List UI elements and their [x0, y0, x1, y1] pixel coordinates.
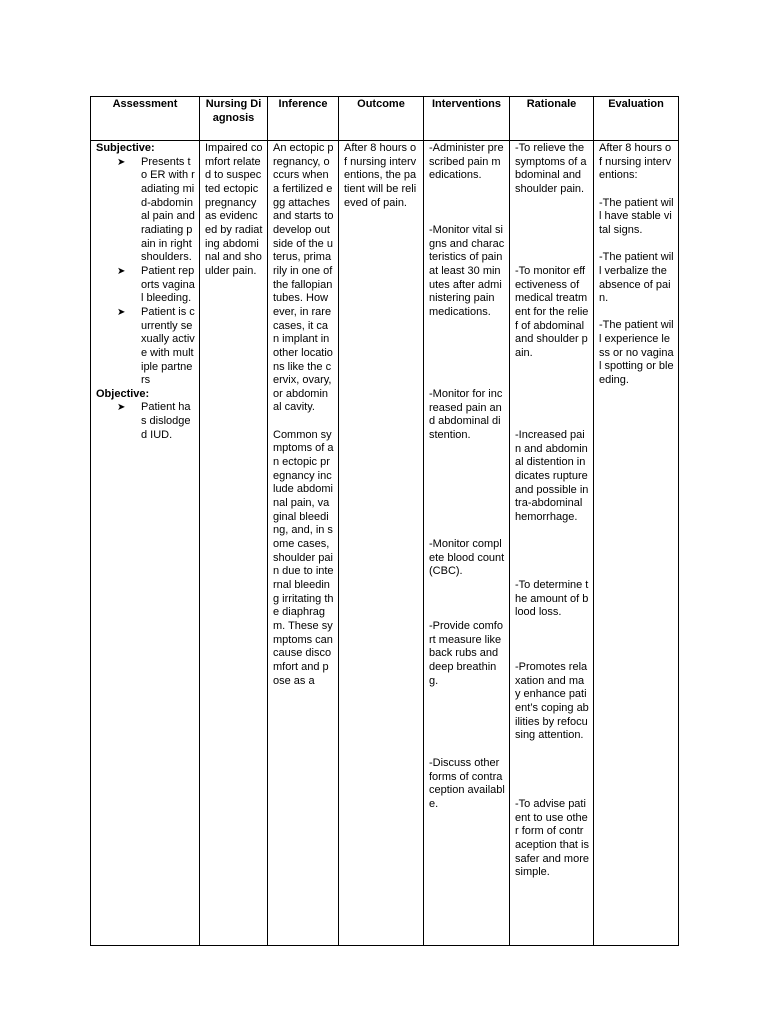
intervention-item: -Monitor complete blood count (CBC). — [429, 538, 505, 578]
subjective-item — [96, 306, 195, 388]
objective-item-text: Patient has dislodged IUD. — [141, 401, 191, 441]
header-assessment: Assessment — [91, 97, 200, 141]
rationale-item: -To monitor effectiveness of medical treatment for the relief of abdominal and shoulder pain. — [515, 265, 589, 359]
subjective-list — [96, 156, 195, 388]
subjective-item-text: Patient reports vaginal bleeding. — [141, 264, 195, 305]
care-plan-row — [91, 141, 679, 946]
inference-paragraph: An ectopic pregnancy, occurs when a fertilized egg attaches and starts to develop outside of the uterus, primarily in one of the fallopian tubes. However, in rare cases, it can implant in other locations like the cervix, ovary, or abdominal cavity. — [273, 142, 334, 414]
objective-label: Objective: — [96, 387, 150, 400]
rationale-item: -To determine the amount of blood loss. — [515, 579, 589, 619]
evaluation-item: -The patient will have stable vital signs. — [599, 196, 674, 236]
diagnosis-cell — [200, 141, 268, 946]
subjective-item — [96, 156, 195, 265]
header-evaluation: Evaluation — [594, 97, 679, 141]
header-inference: Inference — [268, 97, 339, 141]
evaluation-cell — [594, 141, 679, 946]
subjective-item-text: Presents to ER with radiating mid-abdominal pain and radiating pain in right shoulders. — [141, 155, 195, 264]
nursing-care-plan-table — [90, 96, 679, 946]
header-row — [91, 97, 679, 141]
rationale-cell — [510, 141, 594, 946]
header-outcome: Outcome — [339, 97, 424, 141]
evaluation-item: -The patient will verbalize the absence of pain. — [599, 251, 674, 305]
inference-cell — [268, 141, 339, 946]
rationale-item: -To relieve the symptoms of abdominal and shoulder pain. — [515, 142, 587, 195]
header-interventions: Interventions — [424, 97, 510, 141]
arrow-bullet-icon: ➤ — [117, 306, 126, 318]
evaluation-item: After 8 hours of nursing interventions: — [599, 142, 672, 182]
outcome-cell — [339, 141, 424, 946]
intervention-item: -Monitor for increased pain and abdominal distention. — [429, 388, 503, 441]
interventions-cell — [424, 141, 510, 946]
intervention-item: -Monitor vital signs and characteristics of pain at least 30 minutes after administering pain medications. — [429, 224, 505, 318]
arrow-bullet-icon: ➤ — [117, 265, 126, 277]
intervention-item: -Provide comfort measure like back rubs and deep breathing. — [429, 620, 503, 687]
intervention-item: -Administer prescribed pain medications. — [429, 142, 504, 182]
subjective-item — [96, 265, 195, 306]
rationale-item: -To advise patient to use other form of contraception that is safer and more simple. — [515, 798, 589, 879]
intervention-item: -Discuss other forms of contraception available. — [429, 757, 505, 810]
arrow-bullet-icon: ➤ — [117, 156, 126, 168]
rationale-item: -Increased pain and abdominal distention indicates rupture and possible intra-abdominal hemorrhage. — [515, 429, 589, 523]
subjective-item-text: Patient is currently sexually active with multiple partners — [141, 305, 195, 387]
objective-item — [96, 401, 195, 442]
assessment-cell — [91, 141, 200, 946]
rationale-item: -Promotes relaxation and may enhance patient’s coping abilities by refocusing attention. — [515, 661, 589, 742]
objective-list — [96, 401, 195, 442]
arrow-bullet-icon: ➤ — [117, 402, 126, 414]
diagnosis-text: Impaired comfort related to suspected ectopic pregnancy as evidenced by radiating abdominal and shoulder pain. — [205, 142, 263, 277]
header-nursing-diagnosis: Nursing Diagnosis — [200, 97, 268, 141]
subjective-label: Subjective: — [96, 142, 155, 154]
evaluation-item: -The patient will experience less or no vaginal spotting or bleeding. — [599, 319, 674, 387]
inference-paragraph: Common symptoms of an ectopic pregnancy include abdominal pain, vaginal bleeding, and, in some cases, shoulder pain due to internal bleeding irritating the diaphragm. These symptoms can cause discomfort and pose as a — [273, 428, 334, 687]
header-rationale: Rationale — [510, 97, 594, 141]
outcome-text: After 8 hours of nursing interventions, the patient will be relieved of pain. — [344, 142, 417, 209]
